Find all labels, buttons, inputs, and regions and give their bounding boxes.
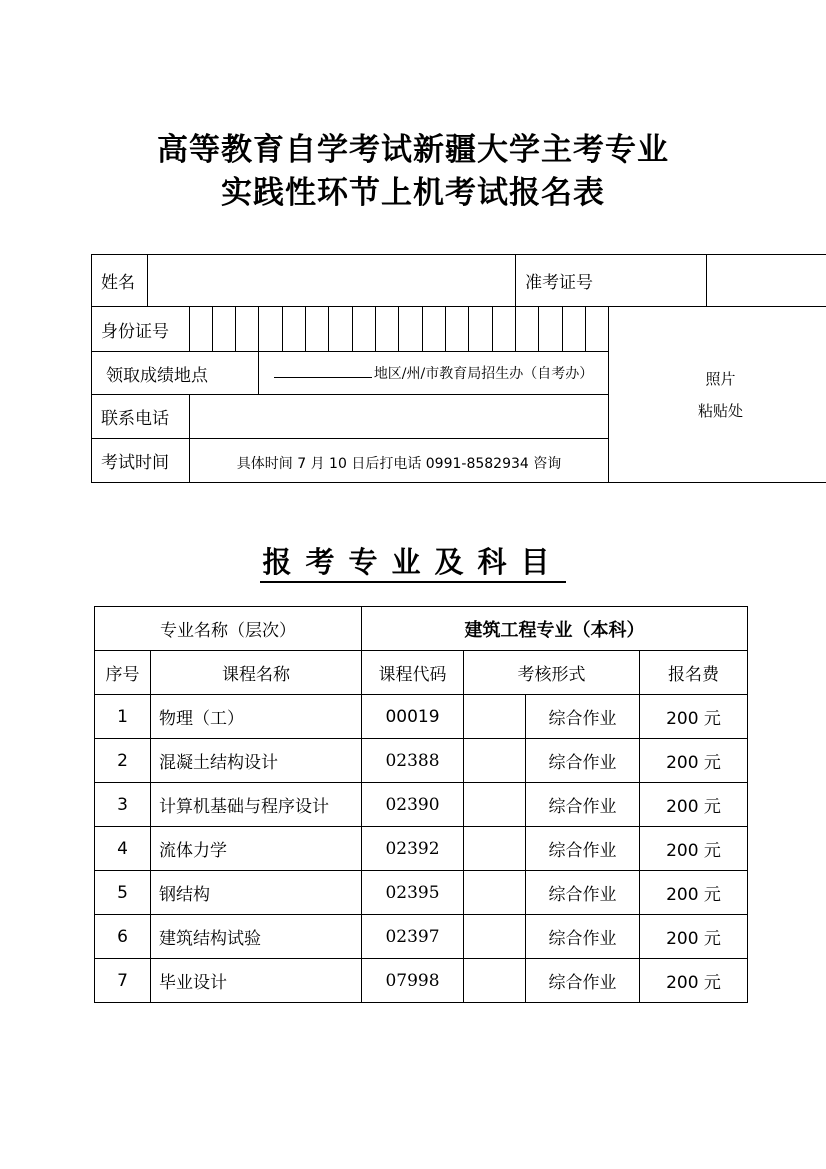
- row-form: 综合作业: [526, 915, 640, 959]
- row-blank[interactable]: [464, 871, 526, 915]
- major-label: 专业名称（层次）: [95, 607, 362, 651]
- registration-form: [91, 254, 826, 483]
- row-course: 流体力学: [151, 827, 362, 871]
- phone-field[interactable]: [190, 395, 609, 439]
- row-fee: 200 元: [640, 827, 748, 871]
- id-digit-box[interactable]: [399, 307, 423, 352]
- pickup-location-text: 地区/州/市教育局招生办（自考办）: [373, 366, 594, 382]
- exam-number-label: 准考证号: [516, 255, 707, 307]
- row-form: 综合作业: [526, 783, 640, 827]
- row-course: 毕业设计: [151, 959, 362, 1003]
- row-blank[interactable]: [464, 915, 526, 959]
- row-form: 综合作业: [526, 739, 640, 783]
- id-digit-box[interactable]: [469, 307, 493, 352]
- phone-label: 联系电话: [92, 395, 190, 439]
- row-form: 综合作业: [526, 827, 640, 871]
- page-title-line1: 高等教育自学考试新疆大学主考专业: [157, 132, 669, 168]
- table-row: [95, 915, 748, 959]
- row-seq: 2: [95, 739, 151, 783]
- row-code: 02390: [362, 783, 464, 827]
- id-digit-box[interactable]: [259, 307, 283, 352]
- row-seq: 5: [95, 871, 151, 915]
- row-fee: 200 元: [640, 783, 748, 827]
- row-course: 钢结构: [151, 871, 362, 915]
- row-code: 02392: [362, 827, 464, 871]
- row-fee: 200 元: [640, 959, 748, 1003]
- row-code: 02388: [362, 739, 464, 783]
- exam-number-field[interactable]: [707, 255, 826, 307]
- id-digit-box[interactable]: [353, 307, 376, 352]
- row-blank[interactable]: [464, 959, 526, 1003]
- row-course: 计算机基础与程序设计: [151, 783, 362, 827]
- row-seq: 6: [95, 915, 151, 959]
- pickup-blank: [274, 363, 372, 378]
- row-fee: 200 元: [640, 695, 748, 739]
- table-row: [95, 783, 748, 827]
- exam-time-text: 具体时间 7 月 10 日后打电话 0991-8582934 咨询: [190, 439, 609, 483]
- row-code: 02395: [362, 871, 464, 915]
- row-course: 混凝土结构设计: [151, 739, 362, 783]
- id-digit-box[interactable]: [190, 307, 213, 352]
- header-seq: 序号: [95, 651, 151, 695]
- row-form: 综合作业: [526, 695, 640, 739]
- id-digit-box[interactable]: [283, 307, 306, 352]
- row-blank[interactable]: [464, 827, 526, 871]
- section-title: 报考专业及科目: [0, 542, 826, 582]
- id-digit-box[interactable]: [329, 307, 353, 352]
- row-fee: 200 元: [640, 871, 748, 915]
- id-digit-box[interactable]: [539, 307, 563, 352]
- row-blank[interactable]: [464, 783, 526, 827]
- id-digit-box[interactable]: [236, 307, 259, 352]
- major-value: 建筑工程专业（本科）: [362, 607, 748, 651]
- row-fee: 200 元: [640, 739, 748, 783]
- row-seq: 7: [95, 959, 151, 1003]
- row-seq: 3: [95, 783, 151, 827]
- id-digit-box[interactable]: [563, 307, 586, 352]
- row-code: 00019: [362, 695, 464, 739]
- exam-time-label: 考试时间: [92, 439, 190, 483]
- name-label: 姓名: [92, 255, 148, 307]
- row-code: 02397: [362, 915, 464, 959]
- id-digit-box[interactable]: [586, 307, 609, 352]
- name-field[interactable]: [148, 255, 516, 307]
- row-course: 建筑结构试验: [151, 915, 362, 959]
- row-form: 综合作业: [526, 959, 640, 1003]
- header-code: 课程代码: [362, 651, 464, 695]
- header-course: 课程名称: [151, 651, 362, 695]
- id-digit-box[interactable]: [376, 307, 399, 352]
- header-form: 考核形式: [464, 651, 640, 695]
- id-digit-box[interactable]: [446, 307, 469, 352]
- page-title-line2: 实践性环节上机考试报名表: [221, 175, 605, 211]
- photo-label: 照片: [705, 369, 736, 388]
- table-row: [95, 827, 748, 871]
- row-seq: 1: [95, 695, 151, 739]
- id-digit-box[interactable]: [306, 307, 329, 352]
- id-digit-box[interactable]: [493, 307, 516, 352]
- table-row: [95, 739, 748, 783]
- id-digit-box[interactable]: [213, 307, 236, 352]
- id-digit-box[interactable]: [423, 307, 446, 352]
- row-blank[interactable]: [464, 695, 526, 739]
- pickup-location-label: 领取成绩地点: [92, 352, 259, 395]
- row-form: 综合作业: [526, 871, 640, 915]
- pickup-location-field[interactable]: [259, 352, 609, 395]
- table-row: [95, 959, 748, 1003]
- row-code: 07998: [362, 959, 464, 1003]
- row-blank[interactable]: [464, 739, 526, 783]
- row-course: 物理（工）: [151, 695, 362, 739]
- header-fee: 报名费: [640, 651, 748, 695]
- id-number-label: 身份证号: [92, 307, 190, 352]
- id-digit-box[interactable]: [516, 307, 539, 352]
- photo-area: [609, 307, 826, 483]
- row-seq: 4: [95, 827, 151, 871]
- photo-label-sub: 粘贴处: [698, 401, 744, 420]
- row-fee: 200 元: [640, 915, 748, 959]
- subjects-table: [94, 606, 748, 1003]
- table-row: [95, 695, 748, 739]
- table-row: [95, 871, 748, 915]
